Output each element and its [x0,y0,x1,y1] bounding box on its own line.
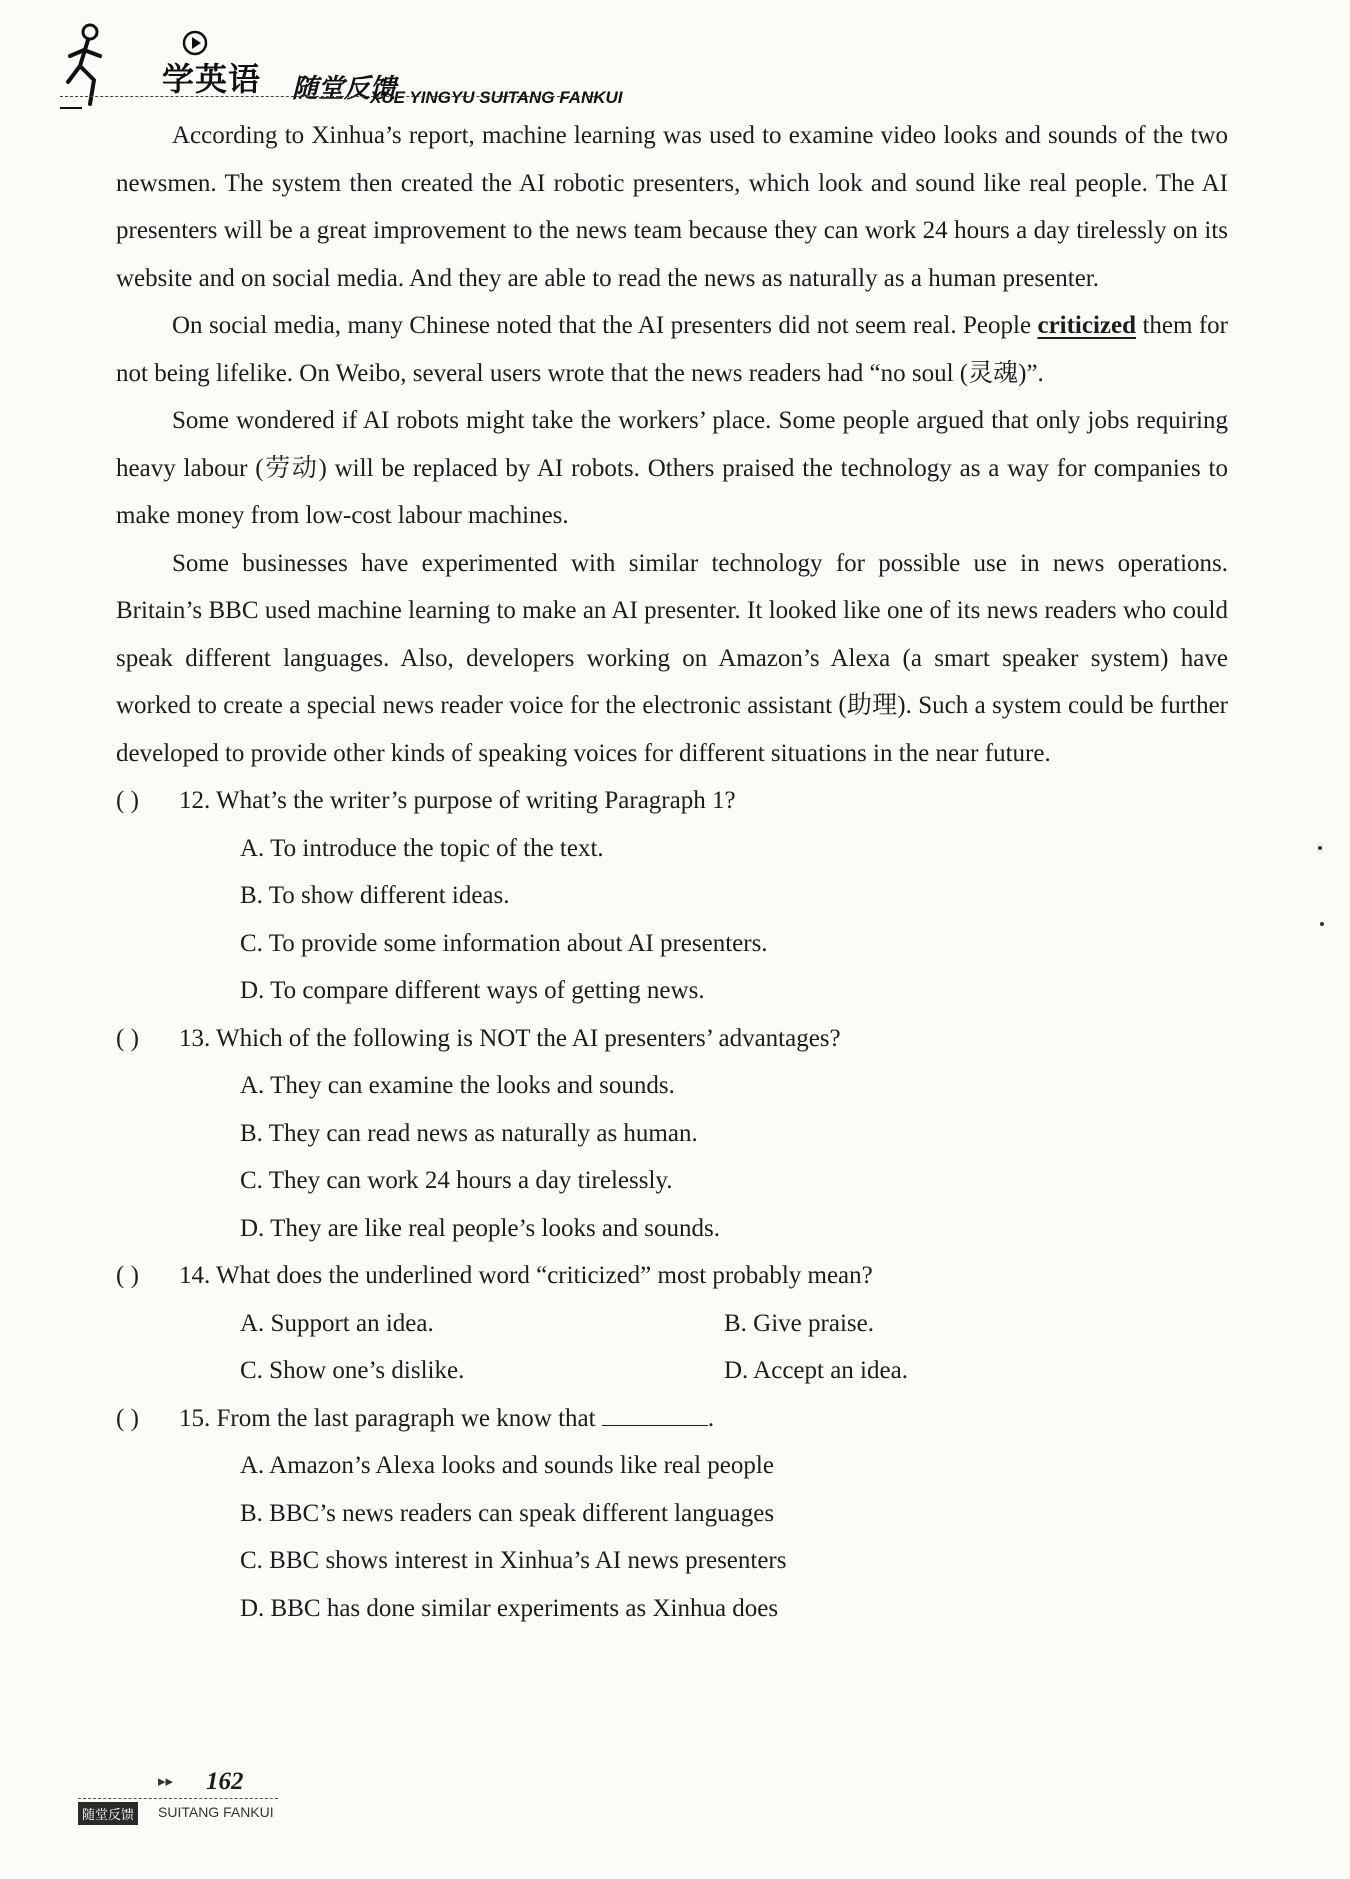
footer-label: SUITANG FANKUI [158,1804,274,1820]
play-icon [182,30,208,56]
option-c: C. To provide some information about AI presenters. [240,929,768,957]
option-a: A. Support an idea. [240,1309,434,1337]
answer-bracket[interactable]: ( ) [116,1024,139,1052]
page-footer [78,1770,478,1850]
option-d: D. BBC has done similar experiments as Xinhua does [240,1594,779,1622]
brand-title: 学英语 [162,60,262,98]
paragraph-1: According to Xinhua’s report, machine learning was used to examine video looks and sounds of the two newsmen. The system then created the AI robotic presenters, which look and sound like real people. The AI presenters will be a great improvement to the news team because they can work 24 hours a day tirelessly on its website and on social media. And they are able to read the news as naturally as a human presenter. [116,122,1228,292]
option-b: B. To show different ideas. [240,882,510,909]
option-a: A. They can examine the looks and sounds. [240,1072,675,1099]
option-b: B. BBC’s news readers can speak different languages [240,1499,775,1527]
paragraph-2-text: On social media, many Chinese noted that the AI presenters did not seem real. People [172,312,1038,339]
paragraph-2 [116,302,1228,397]
margin-mark [1318,846,1322,850]
answer-bracket[interactable]: ( ) [116,787,139,814]
option-row [116,1347,1228,1395]
margin-mark [1320,922,1324,926]
question-text: 14. What does the underlined word “criticized” most probably mean? [179,1262,873,1289]
option-c: C. They can work 24 hours a day tirelessly. [240,1167,673,1194]
answer-blank[interactable] [602,1397,708,1426]
runner-logo-icon [60,22,116,112]
question-text: 13. Which of the following is NOT the AI presenters’ advantages? [179,1024,841,1052]
answer-bracket[interactable]: ( ) [116,1262,139,1289]
underlined-word: criticized [1037,312,1137,339]
option-b: B. Give praise. [724,1309,874,1337]
option-c: C. BBC shows interest in Xinhua’s AI news presenters [240,1547,787,1574]
paragraph-3: Some wondered if AI robots might take the workers’ place. Some people argued that only jobs requiring heavy labour (劳动) will be replaced by AI robots. Others praised the technology as a way for companies to make money from low-cost labour machines. [116,407,1228,529]
option-a: A. Amazon’s Alexa looks and sounds like real people [240,1452,774,1479]
option-d: D. They are like real people’s looks and sounds. [240,1214,720,1242]
header-divider [60,96,600,97]
question-text [116,1395,1228,1443]
question-text-end: . [707,1404,715,1432]
question-text: 12. What’s the writer’s purpose of writing Paragraph 1? [179,787,736,814]
option-a: A. To introduce the topic of the text. [240,834,604,862]
reading-passage [116,112,1228,1632]
option-row [116,1300,1228,1348]
paragraph-2-text-end: them for not being lifelike. On Weibo, several users wrote that the news readers had “no soul (灵魂)”. [116,312,1229,387]
paragraph-4: Some businesses have experimented with similar technology for possible use in news operations. Britain’s BBC used machine learning to make an AI presenter. It looked like one of its news readers who could speak different languages. Also, developers working on Amazon’s Alexa (a smart speaker system) have worked to create a special news reader voice for the electronic assistant (助理). Such a system could be further developed to provide other kinds of speaking voices for different situations in the near future. [116,549,1228,767]
answer-bracket[interactable]: ( ) [116,1404,139,1432]
option-b: B. They can read news as naturally as human. [240,1119,698,1147]
footer-tag: 随堂反馈 [78,1802,138,1825]
question-14 [116,1252,1228,1300]
option-d: D. To compare different ways of getting news. [240,977,705,1004]
footer-divider [78,1798,278,1799]
question-15 [116,1395,1228,1443]
question-13 [116,1015,1228,1063]
brand-subtitle: 随堂反馈 [292,74,397,104]
page-number: 162 [206,1768,244,1795]
arrow-icon: ▸▸ [158,1772,174,1790]
brand-pinyin: XUE YINGYU SUITANG FANKUI [370,88,623,107]
question-12 [116,777,1228,825]
option-d: D. Accept an idea. [724,1357,908,1384]
question-text-start: 15. From the last paragraph we know that [179,1404,602,1432]
option-c: C. Show one’s dislike. [240,1357,465,1384]
